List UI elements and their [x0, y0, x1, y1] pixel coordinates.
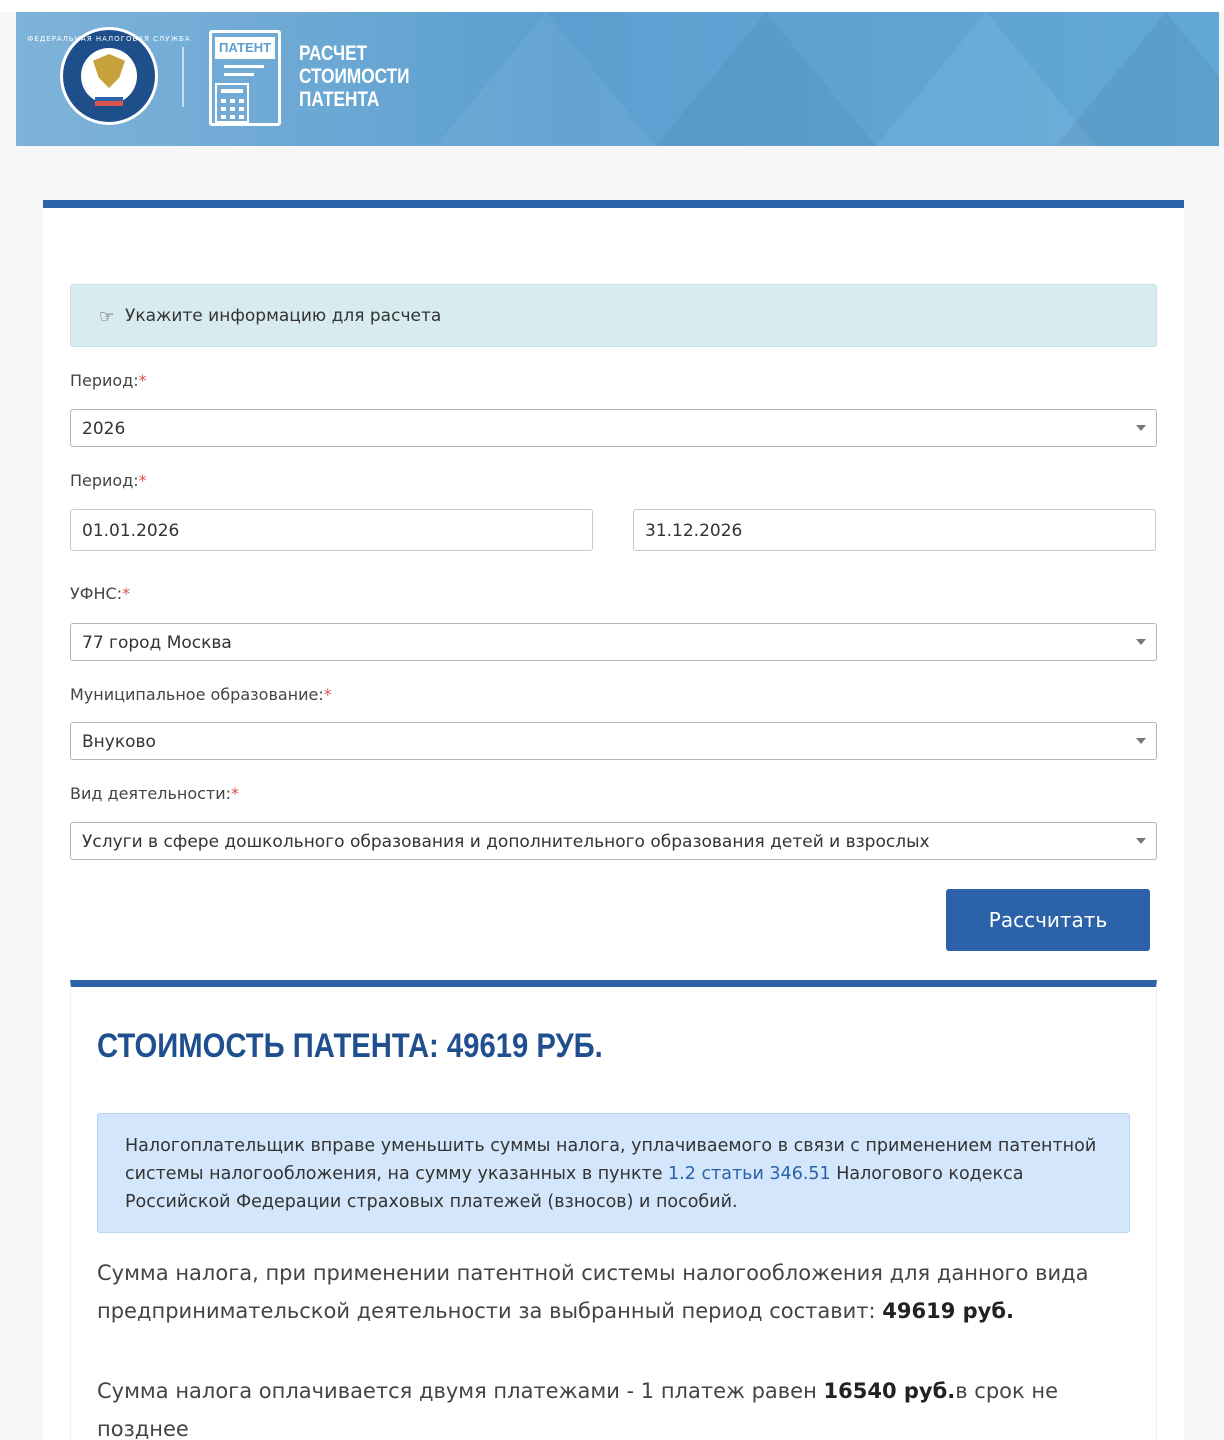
tax-sum-value: 49619 руб.	[882, 1299, 1014, 1323]
header-decor-triangle	[656, 12, 876, 146]
header-decor-triangle	[436, 12, 656, 146]
dropdown-caret-icon	[1136, 639, 1146, 645]
calculator-card	[43, 200, 1184, 1440]
doc-line	[224, 73, 254, 76]
patent-tag: ПАТЕНТ	[215, 37, 275, 59]
activity-select[interactable]	[70, 822, 1157, 860]
note-text-end: Налогового кодекса Российской Федерации страховых платежей (взносов) и пособий.	[125, 1164, 1024, 1212]
payment-value: 16540 руб.	[823, 1379, 956, 1403]
municipality-select[interactable]	[70, 722, 1157, 760]
article-link[interactable]: 1.2 статьи 346.51	[668, 1164, 831, 1184]
header-title-line: РАСЧЕТ	[299, 42, 368, 65]
flag-icon	[95, 92, 123, 106]
dropdown-caret-icon	[1136, 838, 1146, 844]
municipality-label: Муниципальное образование:*	[70, 685, 332, 704]
info-text: Укажите информацию для расчета	[125, 306, 442, 326]
header-title-line: СТОИМОСТИ	[299, 65, 410, 88]
period-select[interactable]	[70, 409, 1157, 447]
period-select-value: 2026	[82, 419, 126, 439]
dropdown-caret-icon	[1136, 425, 1146, 431]
patent-document-icon	[209, 30, 281, 126]
tax-sum-paragraph: Сумма налога, при применении патентной системы налогообложения для данного вида предпринимательской деятельности за выбранный период составит: 49619 руб.	[97, 1261, 1089, 1323]
date-to-value: 31.12.2026	[645, 521, 743, 541]
date-from-value: 01.01.2026	[82, 521, 180, 541]
date-from-input[interactable]	[70, 509, 593, 551]
dropdown-caret-icon	[1136, 738, 1146, 744]
result-panel	[70, 980, 1157, 1440]
payment-paragraph: Сумма налога оплачивается двумя платежами - 1 платеж равен 16540 руб.в срок не позднее	[97, 1379, 1059, 1440]
ufns-label: УФНС:*	[70, 584, 131, 603]
header-banner	[16, 12, 1219, 146]
calculate-button[interactable]: Рассчитать	[946, 889, 1150, 951]
activity-select-value: Услуги в сфере дошкольного образования и дополнительного образования детей и взрослых	[82, 832, 930, 852]
period-label: Период:*	[70, 371, 147, 390]
date-to-input[interactable]	[633, 509, 1156, 551]
period2-label: Период:*	[70, 471, 147, 490]
ufns-select[interactable]	[70, 623, 1157, 661]
emblem-text: ФЕДЕРАЛЬНАЯ НАЛОГОВАЯ СЛУЖБА	[27, 35, 191, 43]
tax-reduction-note	[97, 1113, 1130, 1233]
doc-line	[224, 65, 264, 68]
ufns-select-value: 77 город Москва	[82, 633, 232, 653]
header-decor-triangle	[876, 12, 1096, 146]
hand-pointer-icon: ☞	[99, 307, 115, 327]
calculator-icon	[215, 83, 249, 123]
note-text: Налогоплательщик вправе уменьшить суммы налога, уплачиваемого в связи с применением патентной системы налогообложения, на сумму указанных в пункте	[125, 1136, 1097, 1184]
fns-emblem-icon[interactable]	[27, 27, 191, 125]
header-divider	[182, 47, 184, 107]
header-title	[299, 42, 434, 111]
header-title-line: ПАТЕНТА	[299, 88, 380, 111]
activity-label: Вид деятельности:*	[70, 784, 240, 803]
info-alert	[70, 284, 1157, 347]
top-strip	[0, 0, 1224, 12]
municipality-select-value: Внуково	[82, 732, 156, 752]
result-title: СТОИМОСТЬ ПАТЕНТА: 49619 РУБ.	[97, 1027, 603, 1065]
